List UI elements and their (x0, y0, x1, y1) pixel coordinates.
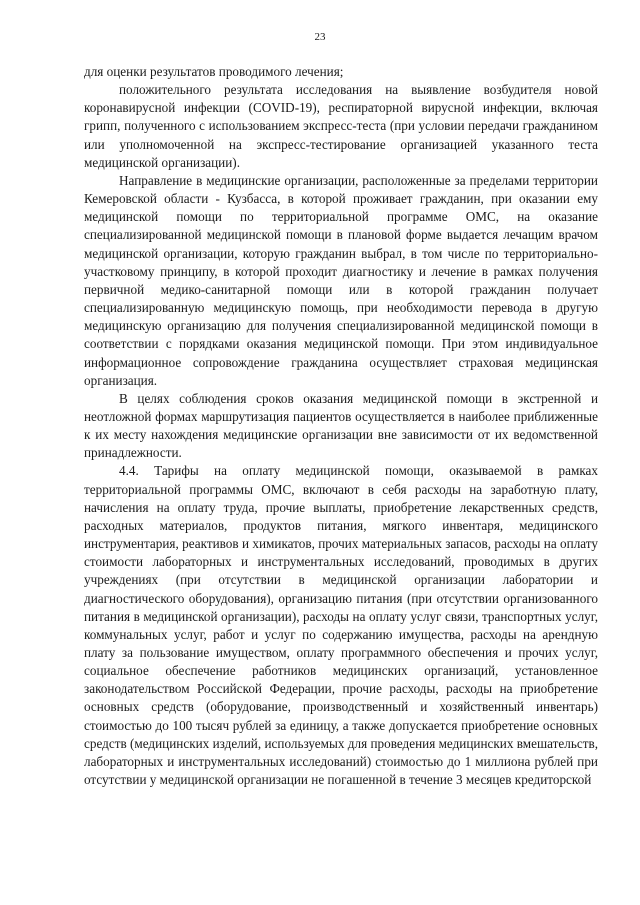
paragraph-tariffs-4-4: 4.4. Тарифы на оплату медицинской помощи, оказываемой в рамках территориальной программы ОМС, включают в себя расходы на заработную плату, начисления на оплату труда, прочие выплаты, приобретение лекарственных средств, расходных материалов, продуктов питания, мягкого инвентаря, медицинского инструментария, реактивов и химикатов, прочих материальных запасов, расходы на оплату стоимости лабораторных и инструментальных исследований, проводимых в других учреждениях (при отсутствии в медицинской организации лаборатории и диагностического оборудования), организацию питания (при отсутствии организованного питания в медицинской организации), расходы на оплату услуг связи, транспортных услуг, коммунальных услуг, работ и услуг по содержанию имущества, расходы на арендную плату за пользование имуществом, оплату программного обеспечения и прочих услуг, социальное обеспечение работников медицинских организаций, установленное законодательством Российской Федерации, прочие расходы, расходы на приобретение основных средств (оборудование, производственный и хозяйственный инвентарь) стоимостью до 100 тысяч рублей за единицу, а также допускается приобретение основных средств (медицинских изделий, используемых для проведения медицинских вмешательств, лабораторных и инструментальных исследований) стоимостью до 1 миллиона рублей при отсутствии у медицинской организации не погашенной в течение 3 месяцев кредиторской (84, 463, 598, 788)
page-number: 23 (314, 31, 326, 43)
document-body (84, 63, 598, 789)
paragraph-treatment-evaluation: для оценки результатов проводимого лечения; (84, 64, 344, 79)
paragraph-emergency-routing: В целях соблюдения сроков оказания медицинской помощи в экстренной и неотложной формах маршрутизация пациентов осуществляется в наиболее приближенные к их месту нахождения медицинские организации вне зависимости от их ведомственной принадлежности. (84, 390, 598, 461)
paragraph-referral-outside-region: Направление в медицинские организации, расположенные за пределами территории Кемеровской области - Кузбасса, в которой проживает гражданин, при оказании ему медицинской помощи по территориальной программе ОМС, на оказание специализированной медицинской помощи в плановой форме выдается лечащим врачом медицинской организации, которую гражданин выбрал, в том числе по территориально-участковому принципу, в которой проходит диагностику и лечение в рамках получения первичной медико-санитарной помощи или в которой гражданин получает специализированную медицинскую помощь, при необходимости перевода в другую медицинскую организацию для получения специализированной медицинской помощи в соответствии с порядками оказания медицинской помощи. При этом индивидуальное информационное сопровождение гражданина осуществляет страховая медицинская организация. (84, 172, 598, 388)
paragraph-covid-test-result: положительного результата исследования на выявление возбудителя новой коронавирусной инфекции (COVID-19), респираторной вирусной инфекции, включая грипп, полученного с использованием экспресс-теста (при условии передачи гражданином или уполномоченной на экспресс-тестирование организацией указанного теста медицинской организации). (84, 82, 598, 170)
